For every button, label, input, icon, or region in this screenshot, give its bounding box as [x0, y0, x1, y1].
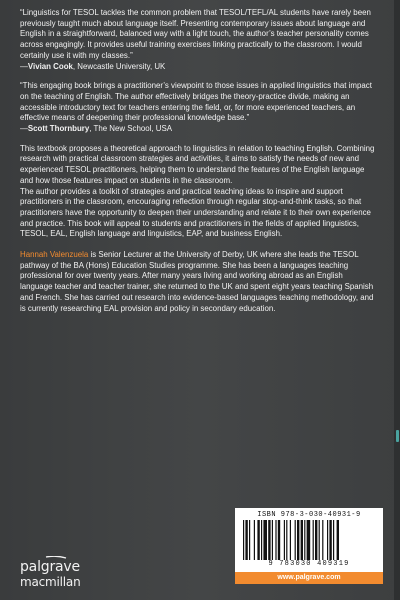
isbn-label: ISBN 978-3-030-40931-9 [257, 511, 361, 519]
publisher-name-line2: macmillan [20, 575, 81, 589]
quote-attribution [20, 62, 375, 73]
quote-text: “Linguistics for TESOL tackles the common problem that TESOL/TEFL/AL students have rarely been previously taught much about language itself. Presenting contemporary issues about language and English in a straightforward, balanced way with a light touch, the author’s teacher personality comes across engagingly. It provides useful training exercises linking practically to the classroom. I would certainly use it with my classes.” [20, 8, 371, 60]
barcode-icon [243, 520, 375, 560]
quote-attribution [20, 124, 375, 135]
website-link[interactable]: www.palgrave.com [235, 572, 383, 584]
book-description [20, 144, 375, 240]
description-paragraph: This textbook proposes a theoretical approach to linguistics in relation to teaching English. Combining research with practical classroom strategies and activities, it aims to satisfy the needs of new and experienced TESOL practitioners, helping them to understand the features of the English language and how those features impact on students in the classroom. [20, 143, 375, 185]
publisher-name-line1: palgrave [20, 559, 80, 575]
reviewer-name: Scott Thornbury [27, 124, 90, 134]
attribution-dash: — [20, 61, 28, 71]
author-bio-text: is Senior Lecturer at the University of Derby, UK where she leads the TESOL pathway of the BA (Hons) Education Studies programme. She has been a languages teaching professional for over twenty years. After many years living and working abroad as an English language teacher and teacher trainer, she returned to the UK and spent eight years teaching Spanish and French. She has carried out research into evidence-based languages teaching methodology, and is currently researching EAL provision and policy in secondary education. [20, 250, 374, 313]
review-quote [20, 8, 375, 72]
reviewer-affiliation: , Newcastle University, UK [72, 61, 166, 71]
quote-text: “This engaging book brings a practitioner’s viewpoint to those issues in applied linguistics that impact on the teaching of English. The author effectively bridges the theory-practice divide, making an accessible introductory text for teachers entering the field, or, for more experienced teachers, an effective means of deepening their professional knowledge base.” [20, 81, 372, 123]
attribution-dash: — [20, 124, 28, 134]
cover-text [20, 8, 375, 314]
reviewer-affiliation: , The New School, USA [89, 124, 173, 134]
isbn-barcode [235, 508, 383, 572]
spine-edge [394, 0, 400, 600]
author-name: Hannah Valenzuela [20, 250, 89, 260]
author-bio [20, 250, 375, 314]
edge-mark [396, 430, 399, 442]
barcode-digits: 9 783030 409319 [268, 560, 350, 568]
description-paragraph: The author provides a toolkit of strategies and practical teaching ideas to inspire and support practitioners in the classroom, encouraging reflection through regular stop-and-think tasks, so that practitioners have the opportunity to deepen their understanding and relate it to their own experience and practice. This book will appeal to students and practitioners in the fields of applied linguistics, TESOL, EAL, English language and linguistics, EAP, and business English. [20, 186, 371, 239]
reviewer-name: Vivian Cook [27, 61, 73, 71]
review-quote [20, 81, 375, 135]
publisher-logo [16, 556, 106, 592]
